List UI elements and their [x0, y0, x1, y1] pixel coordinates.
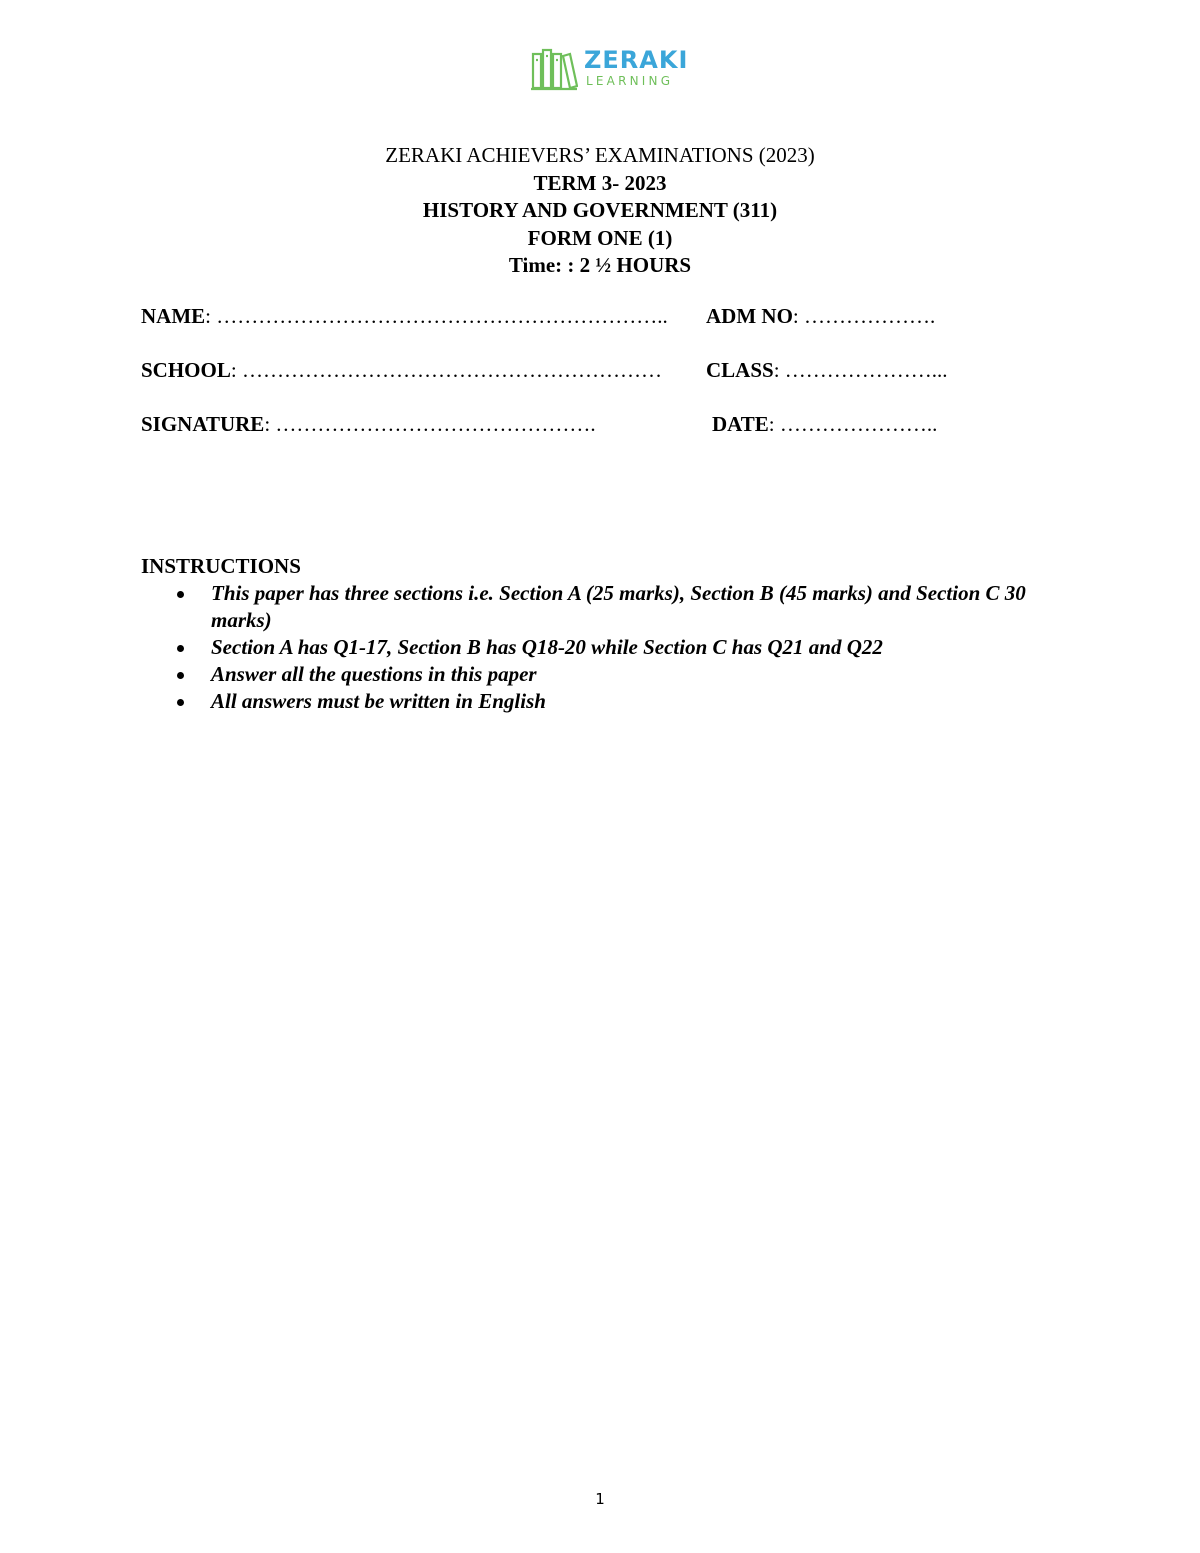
zeraki-logo — [530, 46, 700, 92]
exam-header — [0, 142, 1200, 280]
instruction-item — [141, 634, 1041, 661]
instructions — [141, 552, 1041, 715]
bullet-icon — [177, 645, 184, 652]
school-label: SCHOOL — [141, 358, 231, 382]
school-field — [141, 358, 662, 383]
logo-sub: LEARNING — [586, 74, 674, 88]
date-dots: : ………………….. — [768, 412, 938, 436]
adm-field — [706, 304, 935, 329]
exam-form: FORM ONE (1) — [527, 225, 673, 250]
logo-brand: ZERAKI — [584, 46, 689, 74]
instruction-text: Answer all the questions in this paper — [211, 662, 537, 686]
bullet-icon — [177, 699, 184, 706]
instruction-text: Section A has Q1-17, Section B has Q18-20 while Section C has Q21 and Q22 — [211, 635, 883, 659]
exam-title: ZERAKI ACHIEVERS’ EXAMINATIONS (2023) — [385, 143, 815, 167]
signature-label: SIGNATURE — [141, 412, 265, 436]
exam-time: Time: : 2 ½ HOURS — [508, 253, 692, 277]
signature-dots: : ………………………………………. — [264, 412, 596, 436]
class-field — [706, 358, 948, 383]
adm-label: ADM NO — [706, 304, 793, 328]
school-dots: : …………………………………………………… — [230, 358, 662, 382]
class-dots: : …………………... — [773, 358, 948, 382]
instruction-item — [141, 661, 1041, 688]
date-field — [712, 412, 937, 437]
instruction-item — [141, 580, 1041, 634]
exam-term: TERM 3- 2023 — [533, 170, 667, 195]
instruction-item — [141, 688, 1041, 715]
exam-subject: HISTORY AND GOVERNMENT (311) — [422, 198, 778, 222]
instructions-list — [141, 580, 1041, 715]
bullet-icon — [177, 672, 184, 679]
name-label: NAME — [141, 304, 206, 328]
instruction-text: This paper has three sections i.e. Section A (25 marks), Section B (45 marks) and Section C 30 marks) — [211, 581, 1026, 632]
class-label: CLASS — [706, 358, 774, 382]
signature-field — [141, 412, 596, 437]
name-field — [141, 304, 668, 329]
instruction-text: All answers must be written in English — [211, 689, 546, 713]
adm-dots: : ………………. — [792, 304, 936, 328]
name-dots: : ……………………………………………………….. — [205, 304, 668, 328]
books-icon — [530, 46, 578, 92]
date-label: DATE — [712, 412, 769, 436]
instructions-title: INSTRUCTIONS — [141, 554, 301, 578]
page-number: 1 — [595, 1490, 605, 1508]
bullet-icon — [177, 591, 184, 598]
